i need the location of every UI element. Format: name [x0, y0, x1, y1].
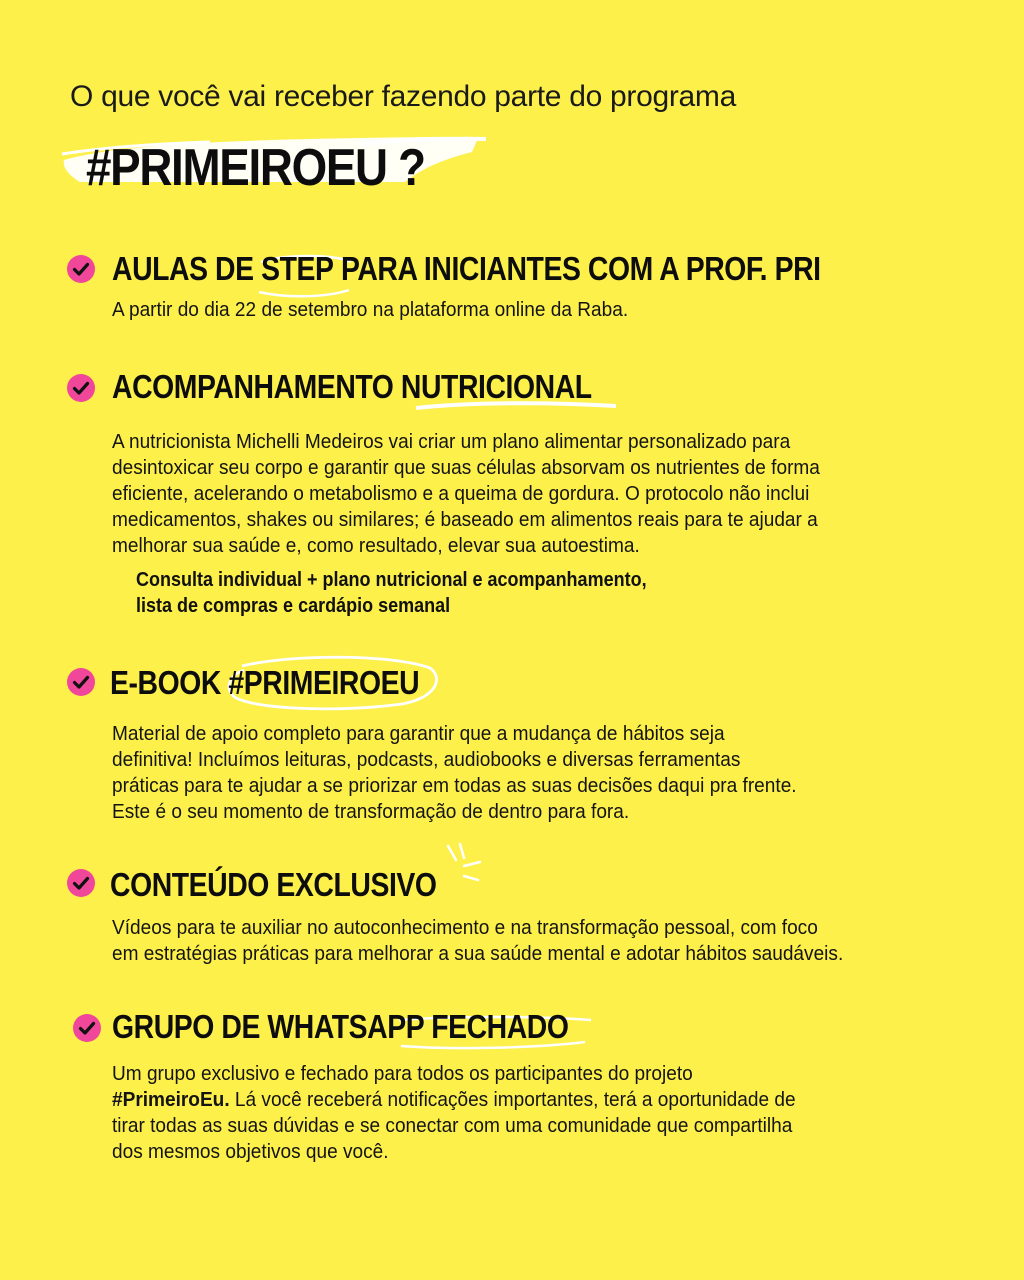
body-line: Um grupo exclusivo e fechado para todos os participantes do projeto: [112, 1062, 693, 1085]
section-title-part: CONTEÚDO EXCLUSIVO: [110, 866, 437, 903]
note-line: Consulta individual + plano nutricional e acompanhamento,: [136, 569, 647, 591]
section-title-part: AULAS DE: [112, 250, 262, 287]
body-line: eficiente, acelerando o metabolismo e a queima de gordura. O protocolo não inclui: [112, 482, 810, 505]
body-line: Material de apoio completo para garantir que a mudança de hábitos seja: [112, 722, 725, 745]
section-title-highlight: FECHADO: [431, 1008, 569, 1045]
body-line: definitiva! Incluímos leituras, podcasts, audiobooks e diversas ferramentas: [112, 748, 741, 771]
section-title-highlight: #PRIMEIROEU: [228, 664, 420, 701]
body-line: Vídeos para te auxiliar no autoconhecimento e na transformação pessoal, com foco: [112, 916, 818, 939]
note-line: lista de compras e cardápio semanal: [136, 595, 451, 617]
body-line: tirar todas as suas dúvidas e se conectar com uma comunidade que compartilha: [112, 1114, 793, 1137]
hero-title-block: [60, 130, 490, 200]
section-title-ebook: [110, 664, 419, 702]
section-body-step: [112, 297, 628, 323]
body-line: Este é o seu momento de transformação de dentro para fora.: [112, 800, 630, 823]
body-line: dos mesmos objetivos que você.: [112, 1140, 389, 1163]
section-title-step: [112, 250, 821, 288]
section-title-highlight: STEP: [261, 250, 334, 287]
section-body-ebook: [112, 721, 797, 825]
section-title-part: GRUPO DE WHATSAPP: [112, 1008, 432, 1045]
section-title-nutricional: [112, 368, 592, 406]
section-title-part: ACOMPANHAMENTO: [112, 368, 401, 405]
check-badge-icon: [66, 254, 96, 284]
body-line: melhorar sua saúde e, como resultado, elevar sua autoestima.: [112, 534, 640, 557]
body-line: práticas para te ajudar a se priorizar em todas as suas decisões daqui pra frente.: [112, 774, 797, 797]
section-title-part: PARA INICIANTES COM A PROF. PRI: [333, 250, 821, 287]
section-body-whatsapp: [112, 1061, 796, 1165]
intro-text: O que você vai receber fazendo parte do programa: [70, 80, 737, 113]
body-bold-inline: #PrimeiroEu.: [112, 1088, 230, 1111]
sparkle-lines-decoration: [442, 842, 486, 894]
section-body-conteudo: [112, 915, 843, 967]
body-line-rest: Lá você receberá notificações importantes, terá a oportunidade de: [234, 1088, 796, 1111]
section-note-nutricional: [136, 567, 647, 619]
check-badge-icon: [66, 373, 96, 403]
check-badge-icon: [72, 1013, 102, 1043]
check-badge-icon: [66, 868, 96, 898]
section-title-conteudo: [110, 866, 437, 904]
section-title-highlight: NUTRICIONAL: [400, 368, 592, 405]
body-line: medicamentos, shakes ou similares; é baseado em alimentos reais para te ajudar a: [112, 508, 818, 531]
body-line: desintoxicar seu corpo e garantir que suas células absorvam os nutrientes de forma: [112, 456, 820, 479]
section-body-nutricional: [112, 429, 820, 559]
section-title-whatsapp: [112, 1008, 569, 1046]
check-badge-icon: [66, 667, 96, 697]
body-line: em estratégias práticas para melhorar a sua saúde mental e adotar hábitos saudáveis.: [112, 942, 844, 965]
section-title-part: E-BOOK: [110, 664, 229, 701]
body-line: [112, 1087, 796, 1113]
body-line: A nutricionista Michelli Medeiros vai criar um plano alimentar personalizado para: [112, 430, 791, 453]
body-line: A partir do dia 22 de setembro na plataforma online da Raba.: [112, 298, 629, 321]
hero-title: #PRIMEIROEU ?: [86, 139, 425, 197]
